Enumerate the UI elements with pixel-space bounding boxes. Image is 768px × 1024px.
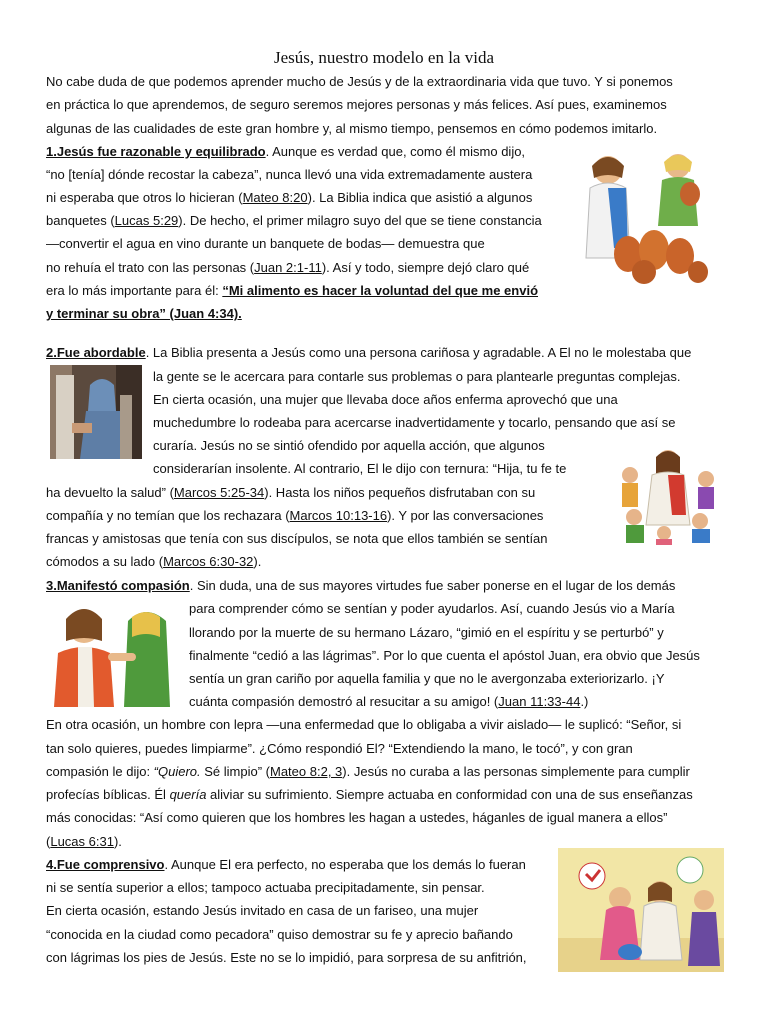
bible-reference-link[interactable]: Marcos 10:13-16: [289, 508, 388, 523]
section-2-line: compañía y no temían que los rechazara (Marcos 10:13-16). Y por las conversaciones: [46, 508, 544, 523]
intro-line: en práctica lo que aprendemos, de seguro seremos mejores personas y más felices. Así pues, examinemos: [46, 97, 667, 112]
key-quote: y terminar su obra” (Juan 4:34).: [46, 306, 242, 321]
section-3-line: (Lucas 6:31).: [46, 834, 122, 849]
section-1-heading: 1.Jesús fue razonable y equilibrado: [46, 144, 266, 159]
section-4-line: ni se sentía superior a ellos; tampoco actuaba precipitadamente, sin pensar.: [46, 880, 485, 895]
intro-line: algunas de las cualidades de este gran hombre y, al mismo tiempo, pensemos en cómo podemos imitarlo.: [46, 121, 658, 136]
bible-reference-link[interactable]: Marcos 6:30-32: [163, 554, 254, 569]
section-4-line: 4.Fue comprensivo. Aunque El era perfecto, no esperaba que los demás lo fueran: [46, 857, 526, 872]
section-2-line: curaría. Jesús no se sintió ofendido por aquella acción, que algunos: [153, 438, 545, 453]
section-2-line: considerarían insolente. Al contrario, El le dijo con ternura: “Hija, tu fe te: [153, 461, 567, 476]
woman-washing-feet-image: [558, 848, 724, 972]
bible-reference-link[interactable]: Marcos 5:25-34: [173, 485, 265, 500]
section-2-heading: 2.Fue abordable: [46, 345, 146, 360]
section-4-heading: 4.Fue comprensivo: [46, 857, 165, 872]
section-3-line: 3.Manifestó compasión. Sin duda, una de sus mayores virtudes fue saber ponerse en el lugar de los demás: [46, 578, 676, 593]
section-3-heading: 3.Manifestó compasión: [46, 578, 190, 593]
section-2-line: francas y amistosas que tenía con sus discípulos, se nota que ellos también se sentían: [46, 531, 548, 546]
section-3-line: para comprender cómo se sentían y poder ayudarlos. Así, cuando Jesús vio a María: [189, 601, 675, 616]
section-2-line: 2.Fue abordable. La Biblia presenta a Jesús como una persona cariñosa y agradable. A El no le molestaba que: [46, 345, 692, 360]
section-3-line: En otra ocasión, un hombre con lepra —una enfermedad que lo obligaba a vivir aislado— le suplicó: “Señor, si: [46, 717, 682, 732]
section-1-line: era lo más importante para él: “Mi alimento es hacer la voluntad del que me envió: [46, 283, 539, 298]
section-2-line: cómodos a su lado (Marcos 6:30-32).: [46, 554, 262, 569]
wedding-cana-image: [578, 148, 714, 284]
jesus-comforting-image: [48, 597, 180, 707]
section-4-line: En cierta ocasión, estando Jesús invitado en casa de un fariseo, una mujer: [46, 903, 479, 918]
section-3-line: profecías bíblicas. Él quería aliviar su sufrimiento. Siempre actuaba en conformidad con una de sus enseñanzas: [46, 787, 693, 802]
section-2-line: muchedumbre lo rodeaba para acercarse inadvertidamente y tocarlo, pensando que así se: [153, 415, 676, 430]
section-1-line: banquetes (Lucas 5:29). De hecho, el primer milagro suyo del que se tiene constancia: [46, 213, 542, 228]
key-quote: “Mi alimento es hacer la voluntad del que me envió: [222, 283, 539, 298]
bible-reference-link[interactable]: Juan 2:1-11: [254, 260, 322, 275]
section-1-line: 1.Jesús fue razonable y equilibrado. Aunque es verdad que, como él mismo dijo,: [46, 144, 526, 159]
bible-reference-link[interactable]: Lucas 5:29: [114, 213, 179, 228]
section-4-line: con lágrimas los pies de Jesús. Este no se lo impidió, para sorpresa de su anfitrión,: [46, 950, 527, 965]
bible-reference-link[interactable]: Mateo 8:20: [242, 190, 308, 205]
section-3-line: finalmente “cedió a las lágrimas”. Por lo que cuenta el apóstol Juan, era obvio que Jesús: [189, 648, 700, 663]
bible-reference-link[interactable]: Mateo 8:2, 3: [270, 764, 343, 779]
section-2-line: En cierta ocasión, una mujer que llevaba doce años enferma aprovechó que una: [153, 392, 618, 407]
woman-touching-garment-image: [50, 365, 142, 459]
section-1-line: ni esperaba que otros lo hicieran (Mateo 8:20). La Biblia indica que asistió a algunos: [46, 190, 533, 205]
section-3-line: cuánta compasión demostró al resucitar a su amigo! (Juan 11:33-44.): [189, 694, 589, 709]
section-2-line: ha devuelto la salud” (Marcos 5:25-34). Hasta los niños pequeños disfrutaban con su: [46, 485, 536, 500]
bible-reference-link[interactable]: Lucas 6:31: [50, 834, 114, 849]
section-1-line: “no [tenía] dónde recostar la cabeza”, nunca llevó una vida extremadamente austera: [46, 167, 533, 182]
jesus-with-children-image: [612, 445, 722, 545]
bible-reference-link[interactable]: Juan 11:33-44: [498, 694, 581, 709]
section-3-line: compasión le dijo: “Quiero. Sé limpio” (Mateo 8:2, 3). Jesús no curaba a las personas simplemente para cumplir: [46, 764, 690, 779]
section-3-line: llorando por la muerte de su hermano Lázaro, “gimió en el espíritu y se perturbó” y: [189, 625, 664, 640]
section-3-line: más conocidas: “Así como quieren que los hombres les hagan a ustedes, háganles de igual manera a ellos”: [46, 810, 668, 825]
page-title: Jesús, nuestro modelo en la vida: [273, 48, 494, 67]
section-4-line: “conocida en la ciudad como pecadora” quiso demostrar su fe y aprecio bañando: [46, 927, 513, 942]
section-1-line: no rehuía el trato con las personas (Juan 2:1-11). Así y todo, siempre dejó claro qué: [46, 260, 530, 275]
section-1-line: —convertir el agua en vino durante un banquete de bodas— demuestra que: [46, 236, 485, 251]
section-3-line: sentía un gran cariño por aquella familia y que no le avergonzaba exteriorizarlo. ¡Y: [189, 671, 665, 686]
section-3-line: tan solo quieres, puedes limpiarme”. ¿Cómo respondió El? “Extendiendo la mano, le tocó”, y con gran: [46, 741, 633, 756]
intro-line: No cabe duda de que podemos aprender mucho de Jesús y de la extraordinaria vida que tuvo. Y si ponemos: [46, 74, 673, 89]
section-2-line: la gente se le acercara para contarle sus problemas o para plantearle preguntas complejas.: [153, 369, 681, 384]
